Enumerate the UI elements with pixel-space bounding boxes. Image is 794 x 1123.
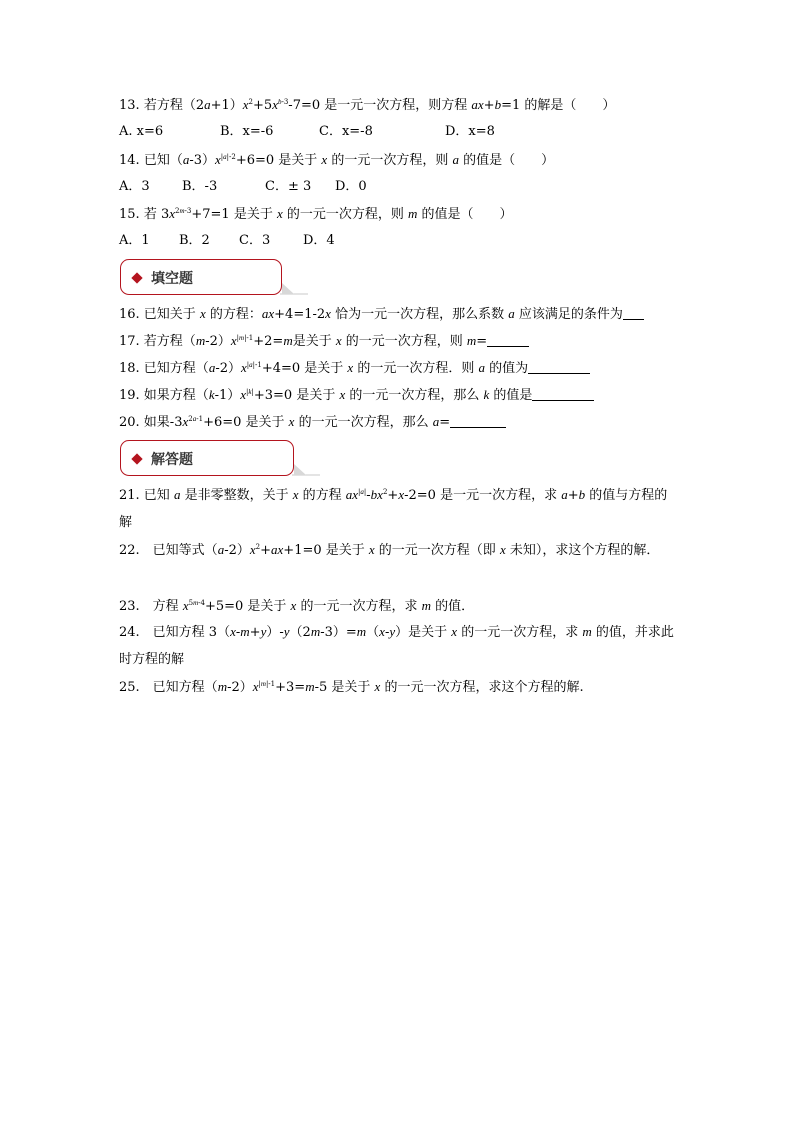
question-20: 20. 如果$-3x^{2a-1}+6=0$ 是关于 x 的一元一次方程，那么 a=	[119, 414, 506, 431]
option-c[interactable]: C．3	[239, 233, 271, 248]
option-a[interactable]: A. x=6	[119, 124, 164, 139]
question-15: 15. 若 $3x^{2m-3}+7=1$ 是关于 x 的一元一次方程，则 m 的值是（ ）	[119, 206, 513, 222]
question-17: 17. 若方程$(m-2)x^{|m|-1}+2=m$是关于 x 的一元一次方程，则 m=	[119, 333, 529, 350]
option-b[interactable]: B．2	[179, 233, 210, 248]
answer-blank[interactable]	[528, 361, 590, 374]
section-title: 填空题	[151, 271, 193, 287]
answer-blank[interactable]	[450, 415, 506, 428]
question-13: 13. 若方程$(2a+1)x^2+5x^{b-3}-7=0$ 是一元一次方程，则方程 ax+b=1 的解是（ ）	[119, 97, 616, 113]
section-header-solve	[120, 440, 294, 476]
answer-blank[interactable]	[623, 307, 644, 320]
header-tail-decoration	[292, 440, 322, 476]
question-22: 22. 已知等式$(a-2)x^2+ax+1=0$ 是关于 x 的一元一次方程（即 x 未知），求这个方程的解．	[119, 542, 660, 558]
option-c[interactable]: C．x=-8	[319, 124, 373, 139]
diamond-icon	[131, 272, 142, 283]
option-d[interactable]: D．x=8	[445, 124, 495, 139]
answer-blank[interactable]	[487, 334, 529, 347]
option-d[interactable]: D．4	[303, 233, 335, 248]
answer-blank[interactable]	[532, 388, 594, 401]
question-14: 14. 已知$(a-3)x^{|a|-2}+6=0$ 是关于 x 的一元一次方程，则 a 的值是（ ）	[119, 152, 555, 168]
option-b[interactable]: B．-3	[182, 179, 218, 194]
option-c[interactable]: C．± 3	[265, 179, 312, 194]
diamond-icon	[131, 453, 142, 464]
option-a[interactable]: A．1	[119, 233, 150, 248]
question-16: 16. 已知关于 x 的方程：ax+4=1-2x 恰为一元一次方程，那么系数 a 应该满足的条件为	[119, 306, 644, 323]
question-23: 23. 方程 $x^{5m-4}+5=0$ 是关于 x 的一元一次方程，求 m 的值．	[119, 598, 475, 614]
option-d[interactable]: D．0	[335, 179, 367, 194]
section-title: 解答题	[151, 452, 193, 468]
question-25: 25. 已知方程$(m-2)x^{|m|-1}+3=m-5$ 是关于 x 的一元一次方程，求这个方程的解.	[119, 679, 584, 695]
question-24: 24. 已知方程 3（x-m+y）-y（2m-3）=m（x-y）是关于 x 的一元一次方程，求 m 的值，并求此时方程的解	[119, 624, 674, 667]
question-18: 18. 已知方程$(a-2)x^{|a|-1}+4=0$ 是关于 x 的一元一次方程．则 a 的值为	[119, 360, 590, 377]
question-19: 19. 如果方程$(k-1)x^{|k|}+3=0$ 是关于 x 的一元一次方程，那么 k 的值是	[119, 387, 594, 404]
header-tail-decoration	[280, 259, 310, 295]
section-header-fill-blank	[120, 259, 282, 295]
option-b[interactable]: B．x=-6	[220, 124, 274, 139]
question-13-options	[119, 124, 495, 140]
question-14-options	[119, 179, 367, 195]
question-15-options	[119, 233, 335, 249]
option-a[interactable]: A．3	[119, 179, 150, 194]
question-21: 21. 已知 a 是非零整数，关于 x 的方程 $ax^{|a|}-bx^2+x-2=0$ 是一元一次方程，求 a+b 的值与方程的解	[119, 487, 668, 530]
